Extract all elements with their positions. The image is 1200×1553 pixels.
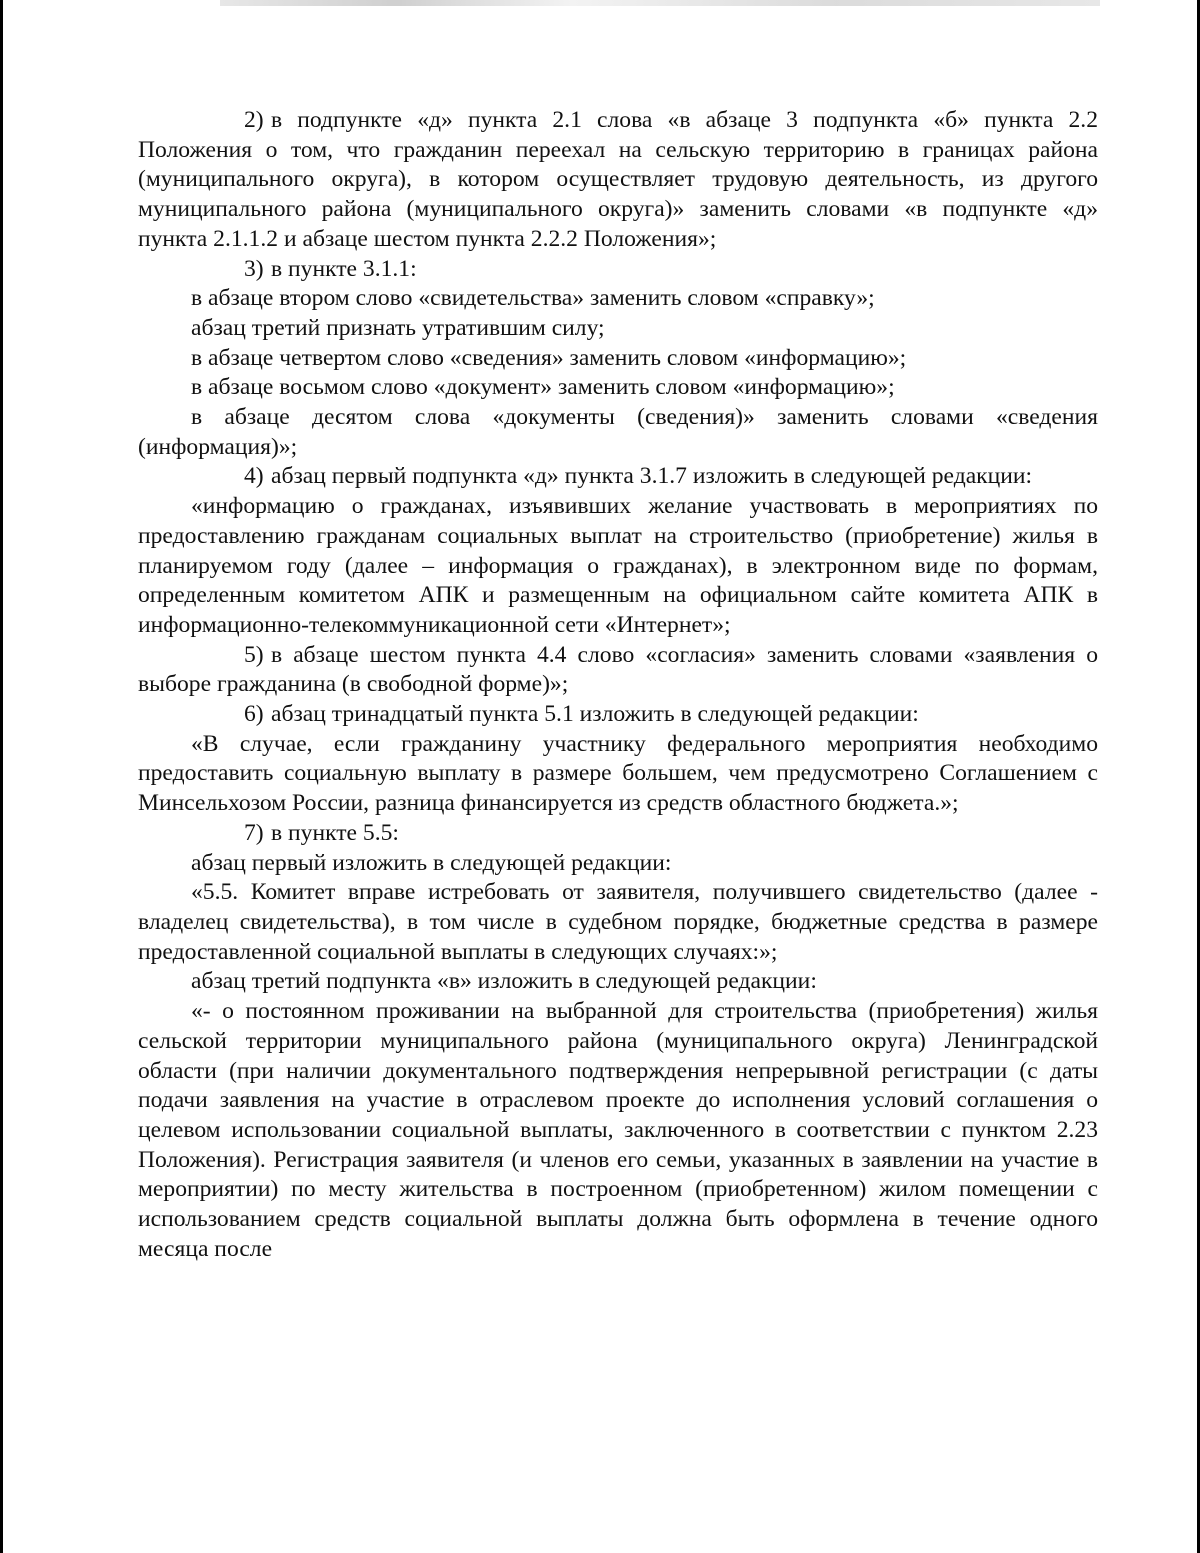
item-number: 2) [244, 107, 264, 133]
item-number: 5) [244, 641, 264, 668]
item-number: 3) [244, 255, 264, 282]
paragraph: «В случае, если гражданину участнику федерального мероприятия необходимо предоставить социальную выплату в размере большем, чем предусмотрено Соглашением с Минсельхозом России, разница финансируется из средств областного бюджета.»; [138, 730, 1098, 817]
paragraph-item-3 [138, 255, 1098, 285]
paragraph: «информацию о гражданах, изъявивших желание участвовать в мероприятиях по предоставлению гражданам социальных выплат на строительство (приобретение) жилья в планируемом году (далее – информация о гражданах), в электронном виде по формам, определенным комитетом АПК и размещенным на официальном сайте комитета АПК в информационно-телекоммуникационной сети «Интернет»; [138, 493, 1098, 638]
paragraph: в абзаце четвертом слово «сведения» заменить словом «информацию»; [191, 344, 907, 371]
paragraph: «5.5. Комитет вправе истребовать от заявителя, получившего свидетельство (далее - владелец свидетельства), в том числе в судебном порядке, бюджетные средства в размере предоставленной социальной выплаты в следующих случаях:»; [138, 879, 1098, 965]
paragraph-text: абзац тринадцатый пункта 5.1 изложить в следующей редакции: [271, 701, 919, 728]
paragraph-item-4 [138, 462, 1098, 492]
paragraph: абзац третий подпункта «в» изложить в следующей редакции: [191, 968, 817, 995]
paragraph-item-7 [138, 819, 1098, 849]
scan-edge-left [0, 0, 3, 1553]
paragraph: в абзаце восьмом слово «документ» заменить словом «информацию»; [191, 374, 895, 401]
paragraph-item-5 [138, 641, 1098, 700]
paragraph: в абзаце десятом слова «документы (сведения)» заменить словами «сведения (информация)»; [138, 404, 1098, 460]
document-body [138, 106, 1098, 1264]
paragraph-text: в пункте 3.1.1: [271, 255, 417, 282]
paragraph-item-2 [138, 106, 1098, 255]
paragraph: абзац первый изложить в следующей редакции: [191, 849, 672, 876]
scan-top-artifact [220, 0, 1100, 6]
paragraph-text: абзац первый подпункта «д» пункта 3.1.7 изложить в следующей редакции: [271, 463, 1033, 490]
paragraph-item-6 [138, 700, 1098, 730]
item-number: 4) [244, 463, 264, 490]
paragraph-text: в абзаце шестом пункта 4.4 слово «согласия» заменить словами «заявления о выборе гражданина (в свободной форме)»; [138, 641, 1098, 698]
item-number: 7) [244, 819, 264, 846]
paragraph-text: в подпункте «д» пункта 2.1 слова «в абзаце 3 подпункта «б» пункта 2.2 Положения о том, что гражданин переехал на сельскую территорию в границах района (муниципального округа), в котором осуществляет трудовую деятельность, из другого муниципального района (муниципального округа)» заменить словами «в подпункте «д» пункта 2.1.1.2 и абзаце шестом пункта 2.2.2 Положения»; [138, 107, 1098, 252]
paragraph: «- о постоянном проживании на выбранной для строительства (приобретения) жилья сельской территории муниципального района (муниципального округа) Ленинградской области (при наличии документального подтверждения непрерывной регистрации (с даты подачи заявления на участие в отраслевом проекте до исполнения условий соглашения о целевом использовании социальной выплаты, заключенного в соответствии с пунктом 2.23 Положения). Регистрация заявителя (и членов его семьи, указанных в заявлении на участие в мероприятии) по месту жительства в построенном (приобретенном) жилом помещении с использованием средств социальной выплаты должна быть оформлена в течение одного месяца после [138, 998, 1098, 1262]
paragraph: в абзаце втором слово «свидетельства» заменить словом «справку»; [191, 285, 875, 312]
item-number: 6) [244, 701, 264, 728]
paragraph: абзац третий признать утратившим силу; [191, 314, 605, 341]
paragraph-text: в пункте 5.5: [271, 819, 399, 846]
